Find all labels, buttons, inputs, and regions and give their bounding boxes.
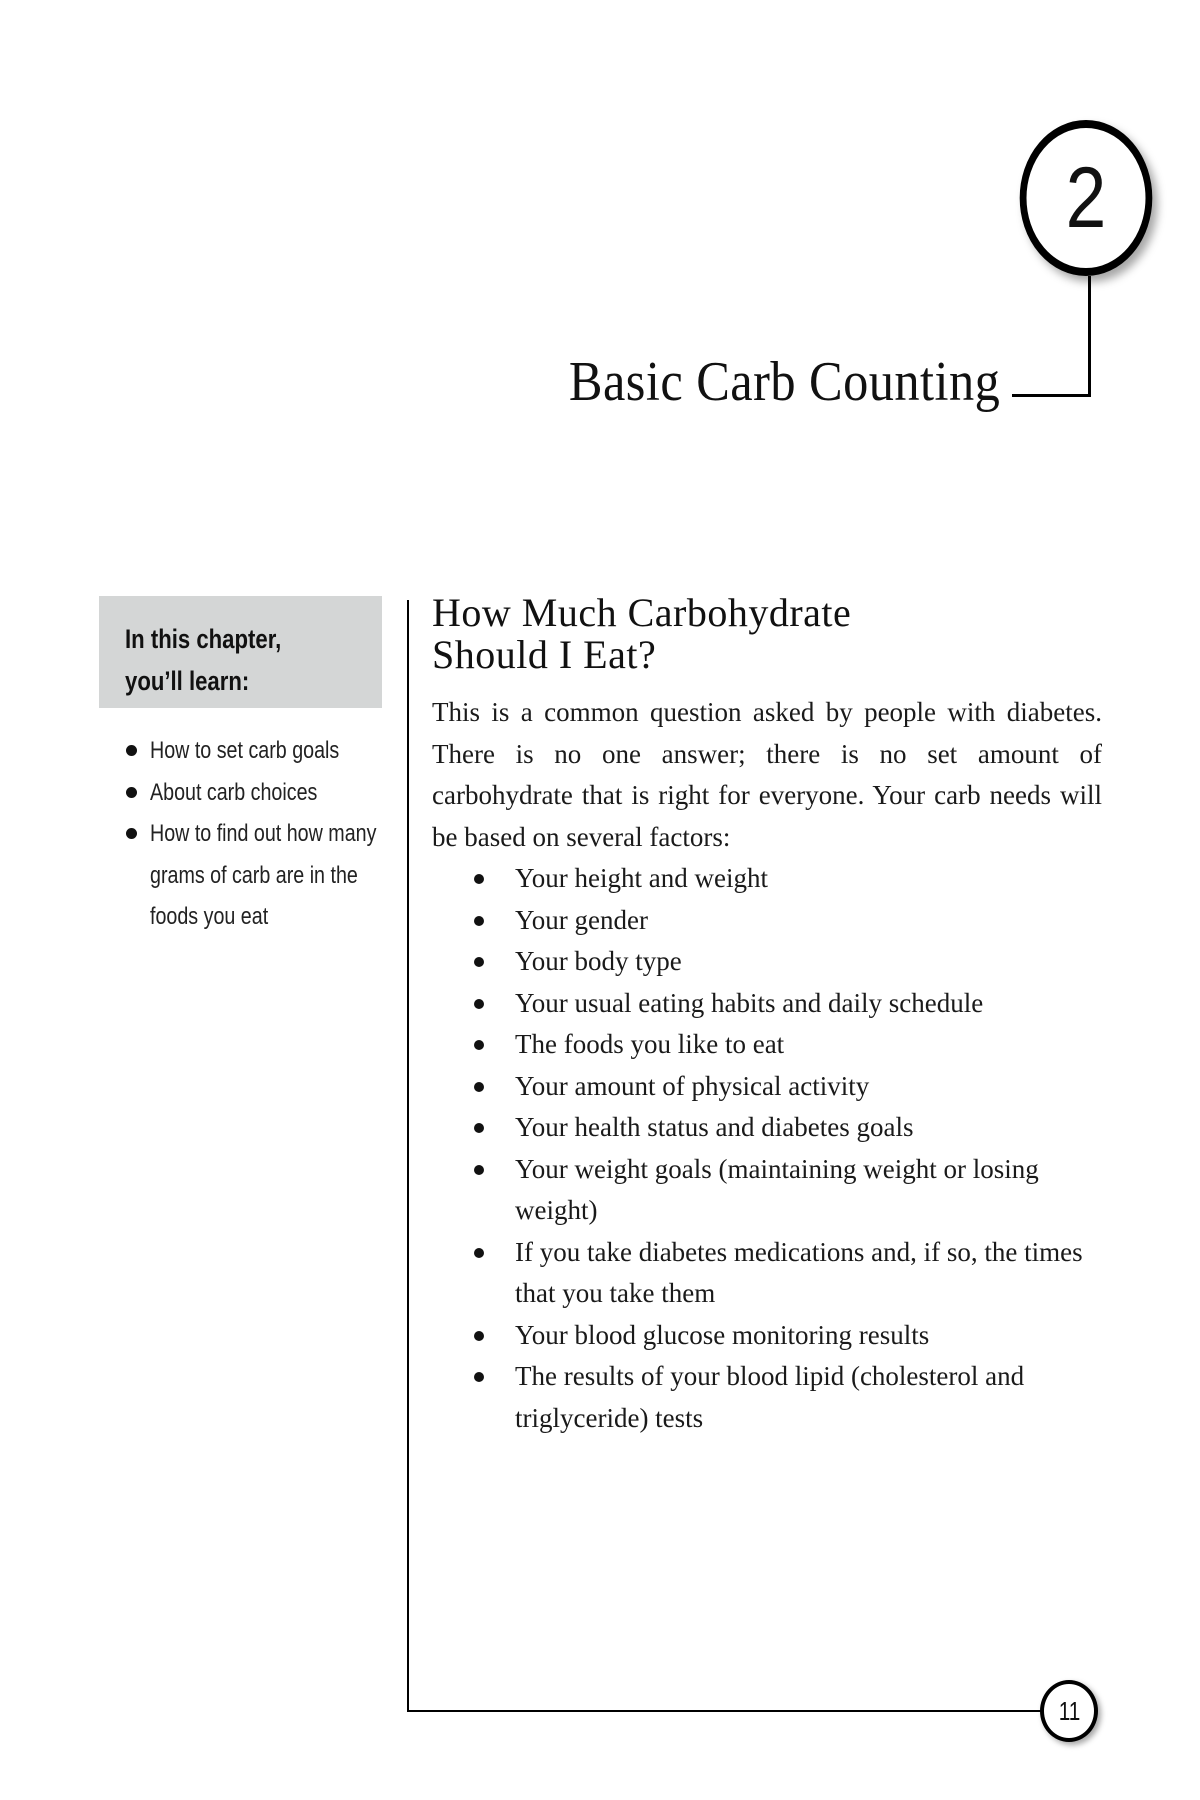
factor-list-item — [432, 1149, 1102, 1232]
bullet-icon — [474, 916, 484, 926]
bullet-icon — [474, 999, 484, 1009]
factor-label: The results of your blood lipid (cholesterol and triglyceride) tests — [515, 1361, 1025, 1433]
sidebar-list-item — [122, 730, 392, 772]
sidebar-list-item-label: How to set carb goals — [150, 737, 340, 764]
factor-label: Your health status and diabetes goals — [515, 1112, 914, 1142]
sidebar-heading-box — [99, 596, 382, 708]
sidebar-heading-line-1: In this chapter, — [125, 624, 282, 654]
factor-list-item — [432, 858, 1102, 900]
factor-list-item — [432, 1356, 1102, 1439]
bullet-icon — [474, 1165, 484, 1175]
factor-list-item — [432, 1232, 1102, 1315]
footer-rule-horizontal — [407, 1710, 1043, 1712]
bullet-icon — [126, 745, 137, 756]
factor-label: Your weight goals (maintaining weight or losing weight) — [515, 1153, 1039, 1225]
intro-paragraph: This is a common question asked by people with diabetes. There is no one answer; there is no set amount of carbohydrate that is right for everyone. Your carb needs will be based on several factors: — [432, 697, 1102, 852]
factor-label: Your body type — [515, 946, 682, 976]
bullet-icon — [474, 874, 484, 884]
bullet-icon — [474, 1082, 484, 1092]
factor-list-item — [432, 1066, 1102, 1108]
chapter-title: Basic Carb Counting — [568, 351, 1000, 413]
sidebar-list-item — [122, 772, 392, 814]
factor-list-item — [432, 900, 1102, 942]
sidebar-list-item — [122, 813, 392, 938]
sidebar-list-item-label: About carb choices — [150, 778, 318, 806]
chapter-number: 2 — [1065, 150, 1107, 246]
sidebar-learning-list — [122, 730, 392, 938]
section-heading-line-1: How Much Carbohydrate — [432, 590, 852, 635]
factor-label: Your gender — [515, 904, 648, 935]
factor-label: Your amount of physical activity — [515, 1070, 870, 1101]
factor-label: If you take diabetes medications and, if so, the times that you take them — [515, 1236, 1083, 1308]
factors-list — [432, 858, 1102, 1439]
factor-label: The foods you like to eat — [515, 1029, 785, 1059]
bullet-icon — [474, 1372, 484, 1382]
factor-label: Your height and weight — [515, 863, 768, 893]
page-number-badge — [1040, 1680, 1098, 1742]
bullet-icon — [474, 957, 484, 967]
main-content — [432, 592, 1102, 1439]
bullet-icon — [474, 1040, 484, 1050]
factor-label: Your usual eating habits and daily schedule — [515, 987, 984, 1018]
chapter-connector-line-vertical — [1088, 276, 1091, 396]
factor-label: Your blood glucose monitoring results — [515, 1319, 930, 1350]
factor-list-item — [432, 1024, 1102, 1066]
bullet-icon — [474, 1123, 484, 1133]
page-number: 11 — [1058, 1695, 1080, 1726]
section-heading — [432, 592, 1102, 676]
sidebar-list-item-label: How to find out how many grams of carb are in the foods you eat — [150, 820, 377, 930]
factor-list-item — [432, 983, 1102, 1025]
factor-list-item — [432, 941, 1102, 983]
bullet-icon — [126, 828, 137, 839]
bullet-icon — [474, 1331, 484, 1341]
bullet-icon — [126, 787, 137, 798]
chapter-connector-line-horizontal — [1012, 394, 1091, 397]
chapter-number-badge — [1020, 120, 1153, 276]
section-heading-line-2: Should I Eat? — [432, 632, 657, 677]
bullet-icon — [474, 1248, 484, 1258]
sidebar-heading-line-2: you’ll learn: — [125, 666, 250, 696]
factor-list-item — [432, 1315, 1102, 1357]
column-divider-vertical — [407, 600, 409, 1712]
factor-list-item — [432, 1107, 1102, 1149]
